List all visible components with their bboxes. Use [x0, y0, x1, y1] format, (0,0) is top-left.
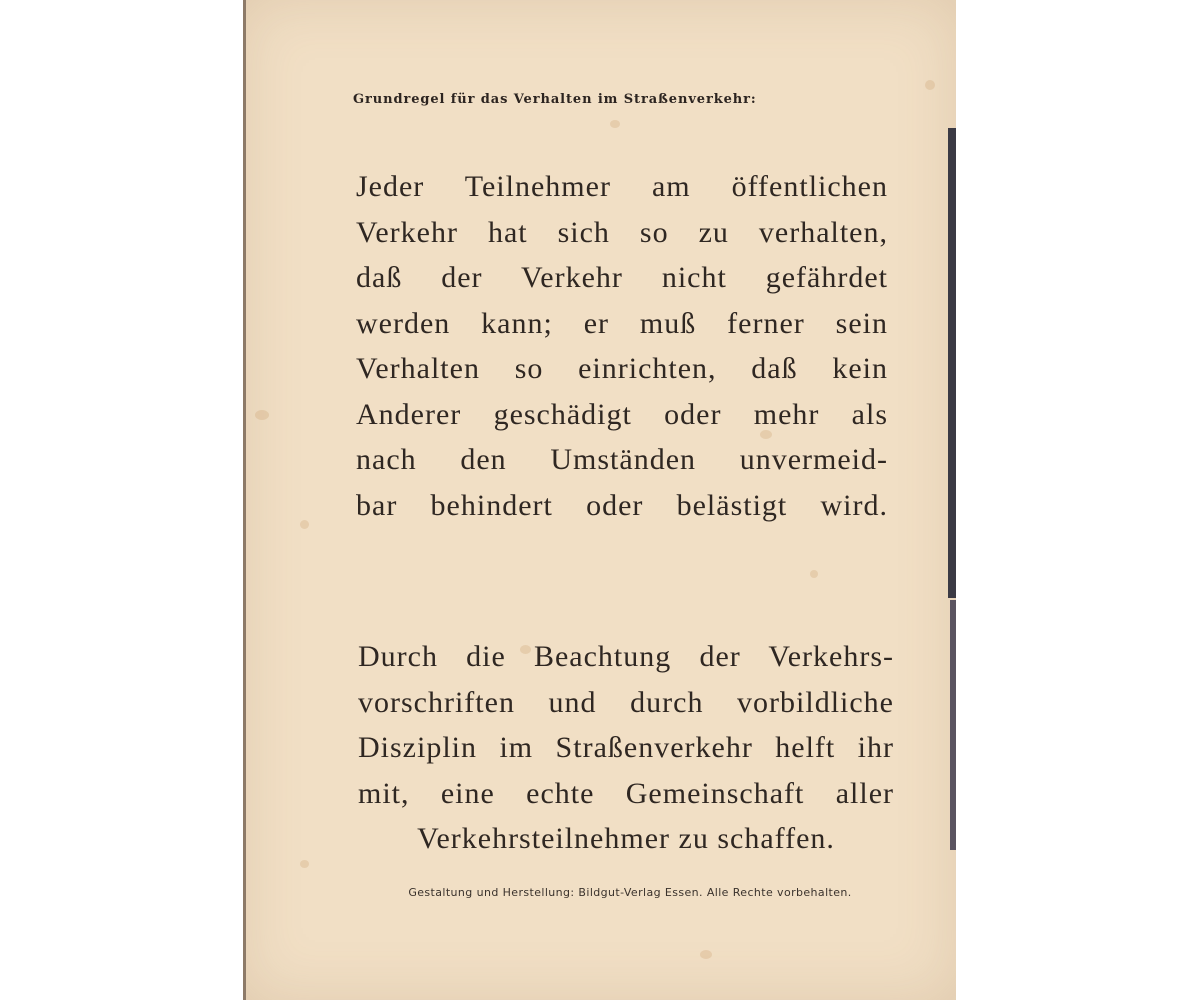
discipline-paragraph	[358, 634, 894, 862]
paper-stain	[925, 80, 935, 90]
text-line: Verkehr hat sich so zu verhalten,	[356, 215, 888, 249]
page-heading: Grundregel für das Verhalten im Straßenverkehr:	[353, 92, 757, 107]
text-line: Durch die Beachtung der Verkehrs-	[358, 640, 894, 673]
paper-stain	[300, 860, 309, 868]
main-rule-paragraph	[356, 164, 888, 528]
text-line: vorschriften und durch vorbildliche	[358, 685, 894, 719]
publisher-footer: Gestaltung und Herstellung: Bildgut-Verlag Essen. Alle Rechte vorbehalten.	[408, 886, 852, 899]
paper-stain	[610, 120, 620, 128]
paper-stain	[700, 950, 712, 959]
paper-stain	[300, 520, 309, 529]
text-line: werden kann; er muß ferner sein	[356, 306, 888, 340]
text-line: daß der Verkehr nicht gefährdet	[356, 261, 888, 294]
text-line: Disziplin im Straßenverkehr helft ihr	[358, 731, 894, 764]
page-edge-shadow	[948, 128, 956, 598]
text-line: mit, eine echte Gemeinschaft aller	[358, 776, 894, 810]
text-line: bar behindert oder belästigt wird.	[356, 488, 888, 522]
page-edge-shadow-lower	[950, 600, 956, 850]
paper-stain	[255, 410, 269, 420]
text-line: Anderer geschädigt oder mehr als	[356, 397, 888, 431]
text-line: Jeder Teilnehmer am öffentlichen	[356, 170, 888, 203]
text-line: Verhalten so einrichten, daß kein	[356, 352, 888, 385]
paper-stain	[810, 570, 818, 578]
text-line: Verkehrsteilnehmer zu schaffen.	[417, 822, 835, 855]
text-line: nach den Umständen unvermeid-	[356, 443, 888, 476]
